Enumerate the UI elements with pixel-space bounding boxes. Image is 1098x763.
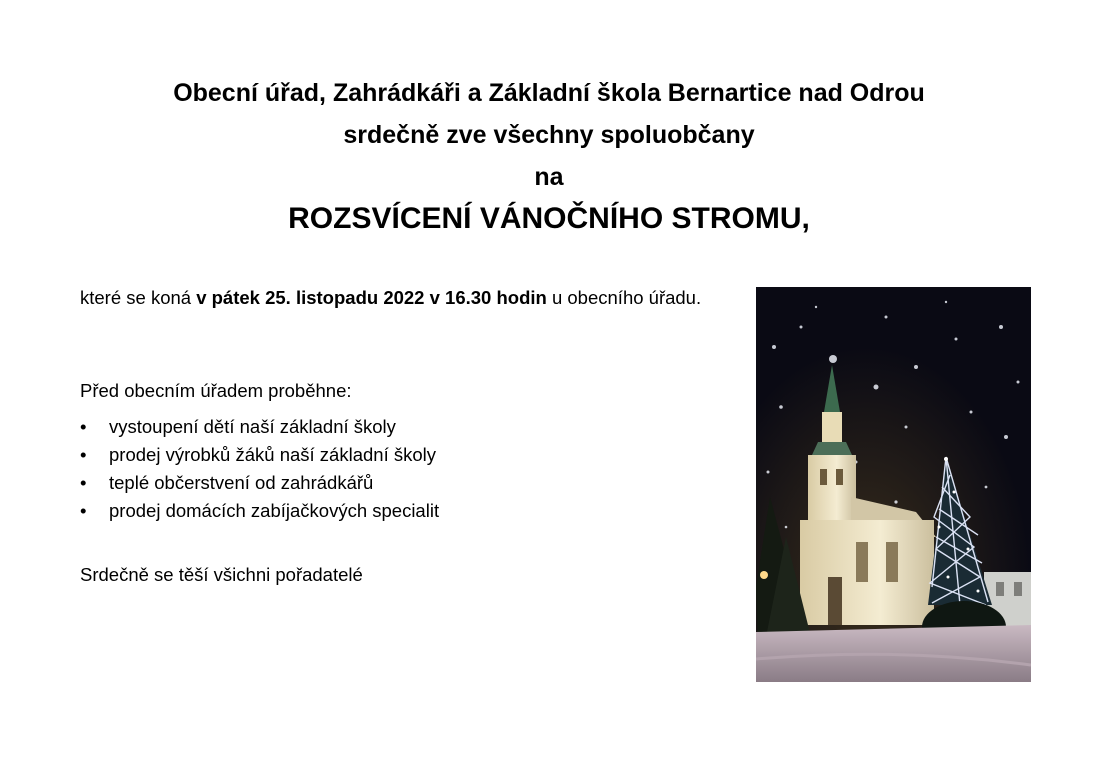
- event-details: [80, 284, 743, 311]
- program-lead: Před obecním úřadem proběhne:: [80, 380, 352, 401]
- event-title: ROZSVÍCENÍ VÁNOČNÍHO STROMU,: [288, 202, 810, 235]
- invitation-hosts: Obecní úřad, Zahrádkáři a Základní škola Bernartice nad Odrou: [173, 79, 925, 107]
- list-item: [80, 413, 439, 441]
- event-details-prefix: které se koná: [80, 287, 197, 308]
- closing-greeting: Srdečně se těší všichni pořadatelé: [80, 564, 363, 585]
- list-item-text: prodej výrobků žáků naší základní školy: [109, 444, 437, 465]
- bullet-icon: •: [80, 472, 87, 493]
- event-details-suffix: u obecního úřadu.: [546, 287, 702, 308]
- church-photo: [756, 287, 1031, 682]
- bullet-icon: •: [80, 444, 87, 465]
- list-item: [80, 441, 439, 469]
- list-item-text: teplé občerstvení od zahrádkářů: [109, 472, 374, 493]
- list-item-text: prodej domácích zabíjačkových specialit: [109, 500, 440, 521]
- event-date-time: v pátek 25. listopadu 2022 v 16.30 hodin: [196, 287, 547, 308]
- list-item: [80, 469, 439, 497]
- list-item: [80, 497, 439, 525]
- program-list: [80, 413, 439, 525]
- bullet-icon: •: [80, 500, 87, 521]
- invitation-line: srdečně zve všechny spoluobčany: [343, 121, 755, 149]
- invitation-connector: na: [534, 163, 564, 191]
- bullet-icon: •: [80, 416, 87, 437]
- list-item-text: vystoupení dětí naší základní školy: [109, 416, 396, 437]
